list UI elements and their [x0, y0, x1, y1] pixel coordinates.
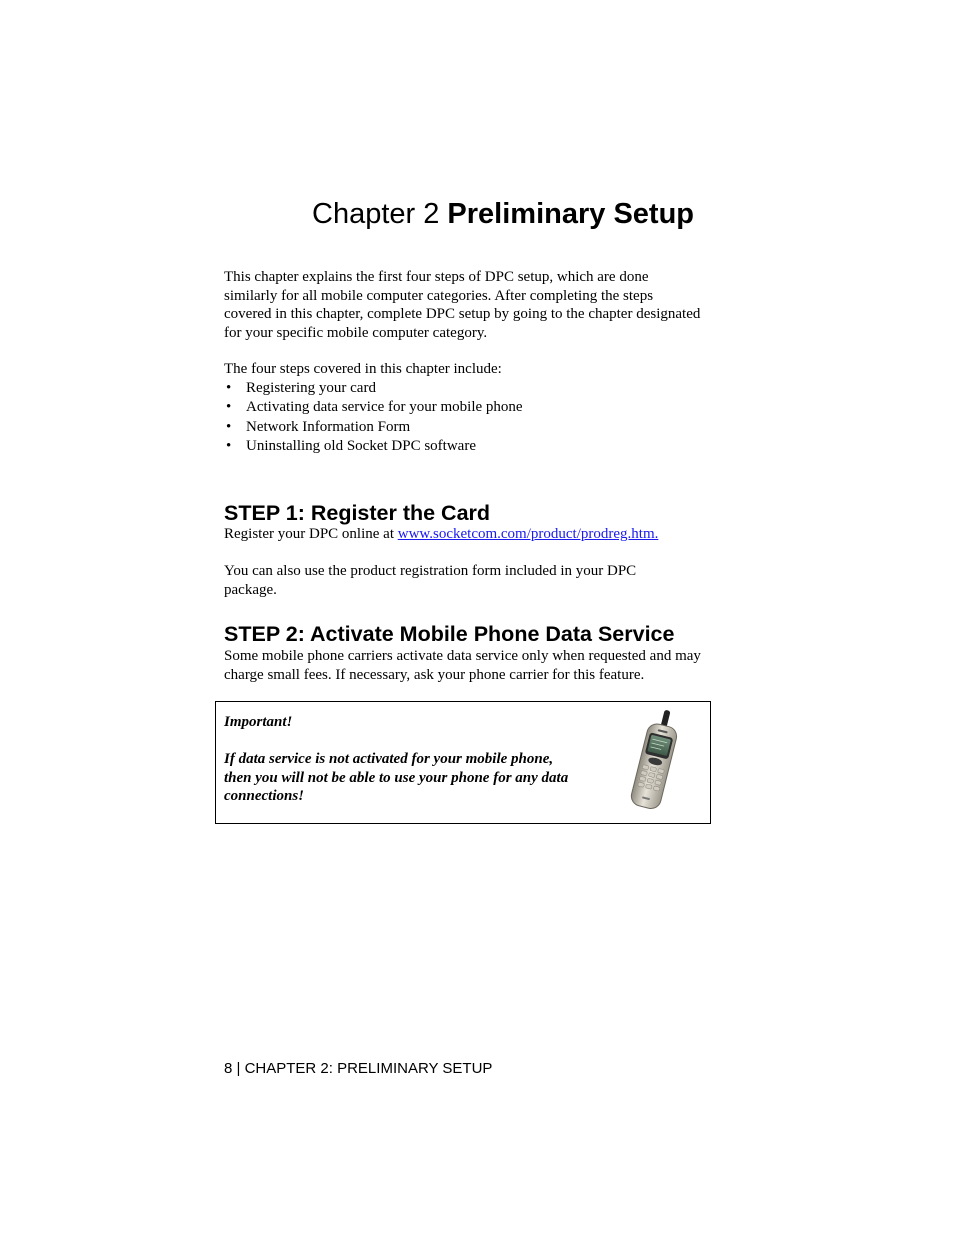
step1-paragraph	[224, 525, 704, 544]
bullet: •	[226, 380, 232, 396]
list-item	[224, 398, 523, 417]
list-item	[224, 437, 523, 456]
chapter-title	[312, 196, 694, 232]
bullet: •	[226, 399, 232, 416]
list-item	[224, 418, 523, 437]
chapter-number: Chapter 2	[312, 198, 440, 230]
chapter-name: Preliminary Setup	[447, 198, 695, 230]
bullet: •	[226, 437, 232, 454]
list-item-text: Network Information Form	[246, 418, 411, 435]
step1-heading: STEP 1: Register the Card	[224, 501, 491, 525]
list-item-text: Activating data service for your mobile phone	[246, 399, 523, 416]
steps-list	[224, 379, 523, 456]
important-note-box	[215, 701, 711, 824]
step2-heading: STEP 2: Activate Mobile Phone Data Service	[224, 622, 675, 646]
intro-paragraph: This chapter explains the first four steps of DPC setup, which are done similarly for all mobile computer categories. After completing the steps covered in this chapter, complete DPC setup by going to the chapter designated for your specific mobile computer category.	[224, 269, 701, 341]
important-body: If data service is not activated for your mobile phone, then you will not be able to use your phone for any data connections!	[224, 751, 569, 804]
registration-link[interactable]: www.socketcom.com/product/prodreg.htm.	[397, 526, 659, 542]
list-item-text: Registering your card	[246, 380, 376, 396]
list-item	[224, 379, 523, 398]
bullet: •	[226, 418, 232, 435]
page-footer: 8 | CHAPTER 2: PRELIMINARY SETUP	[224, 1060, 493, 1077]
step1-alt-paragraph: You can also use the product registration form included in your DPC package.	[224, 563, 637, 598]
list-item-text: Uninstalling old Socket DPC software	[246, 437, 476, 454]
important-label: Important!	[224, 714, 293, 730]
mobile-phone-icon	[621, 710, 685, 817]
step1-text-prefix: Register your DPC online at	[224, 526, 398, 542]
step2-paragraph: Some mobile phone carriers activate data service only when requested and may charge small fees. If necessary, ask your phone carrier for this feature.	[224, 648, 701, 683]
steps-lead-text: The four steps covered in this chapter include:	[224, 361, 502, 377]
